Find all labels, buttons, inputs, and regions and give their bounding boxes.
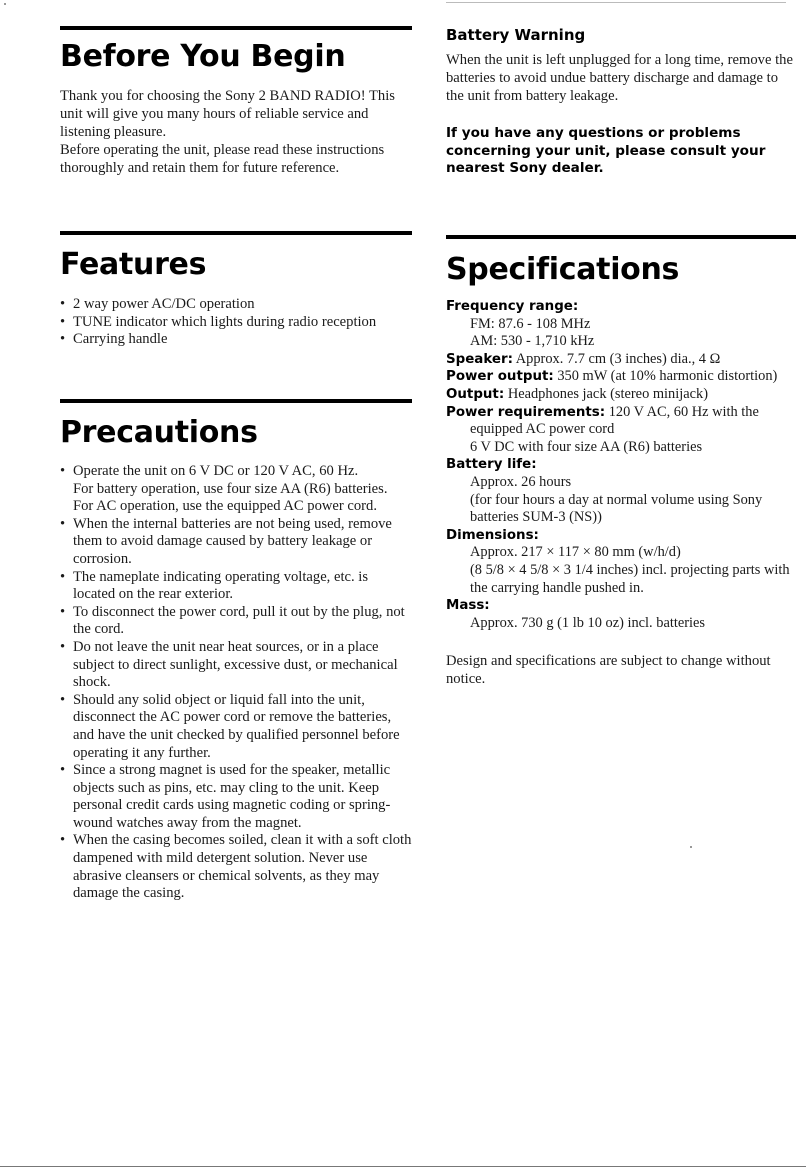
spec-value: Approx. 26 hours [470, 473, 572, 490]
spec-value: Headphones jack (stereo minijack) [507, 385, 709, 402]
precautions-list [60, 463, 412, 903]
spec-value: 6 V DC with four size AA (R6) batteries [470, 438, 703, 455]
section-title-specifications: Specifications [446, 252, 680, 287]
spec-label: Speaker: [446, 351, 513, 367]
spec-label: Frequency range: [446, 299, 579, 314]
list-item: • The nameplate indicating operating voltage, etc. is located on the rear exterior. [60, 568, 369, 603]
instructions-paragraph: Before operating the unit, please read these instructions thoroughly and retain them for future reference. [60, 142, 385, 176]
list-item: • When the casing becomes soiled, clean it with a soft cloth dampened with mild detergent solution. Never use abrasive cleansers or chemical solvents, as they may damage the casing. [60, 832, 412, 902]
bullet-icon: • [60, 832, 66, 849]
spec-label: Output: [446, 386, 505, 402]
battery-warning-title: Battery Warning [446, 26, 586, 44]
battery-warning-text: When the unit is left unplugged for a long time, remove the batteries to avoid undue battery discharge and damage to the unit from battery leakage. [446, 52, 793, 104]
list-item: • When the internal batteries are not being used, remove them to avoid damage caused by battery leakage or corrosion. [60, 515, 392, 567]
list-item: • TUNE indicator which lights during radio reception [60, 313, 377, 330]
bullet-icon: • [60, 568, 66, 585]
section-title-features: Features [60, 247, 207, 282]
scan-speck [4, 3, 6, 5]
list-item: • To disconnect the power cord, pull it out by the plug, not the cord. [60, 603, 405, 638]
section-rule [446, 235, 796, 239]
bullet-icon: • [60, 313, 66, 330]
bullet-icon: • [60, 331, 66, 348]
spec-dimensions [446, 527, 796, 545]
spec-value: (for four hours a day at normal volume using Sony batteries SUM-3 (NS)) [470, 491, 763, 526]
spec-label: Power output: [446, 369, 554, 385]
spec-mass [446, 597, 796, 615]
spec-value: 350 mW (at 10% harmonic distortion) [557, 368, 778, 385]
spec-battery-life [446, 456, 796, 474]
bullet-icon: • [60, 638, 66, 655]
bullet-icon: • [60, 603, 66, 620]
spec-frequency [446, 298, 796, 316]
section-rule [60, 26, 412, 30]
spec-output [446, 386, 796, 404]
spec-label: Battery life: [446, 457, 537, 473]
spec-power-output [446, 368, 796, 386]
spec-label: Dimensions: [446, 527, 539, 543]
list-item: • 2 way power AC/DC operation [60, 296, 255, 312]
top-edge-line [446, 2, 786, 3]
spec-value: Approx. 7.7 cm (3 inches) dia., 4 Ω [515, 350, 721, 367]
spec-power-requirements [446, 404, 796, 439]
bottom-edge-line [0, 1166, 806, 1167]
section-rule [60, 399, 412, 403]
features-list [60, 296, 412, 349]
section-title-before-you-begin: Before You Begin [60, 39, 346, 74]
bullet-icon: • [60, 691, 66, 708]
before-you-begin-section [60, 26, 412, 177]
battery-warning-section [446, 26, 796, 178]
features-section [60, 231, 412, 349]
spec-value: Approx. 217 × 117 × 80 mm (w/h/d) [470, 544, 681, 561]
list-item: • Since a strong magnet is used for the speaker, metallic objects such as pins, etc. may cling to the unit. Keep personal credit cards using magnetic coding or spring-wound watches away from the magnet. [60, 762, 391, 831]
design-change-note: Design and specifications are subject to change without notice. [446, 653, 771, 688]
list-item: • Operate the unit on 6 V DC or 120 V AC, 60 Hz. For battery operation, use four size AA (R6) batteries. For AC operation, use the equipped AC power cord. [60, 463, 388, 515]
bullet-icon: • [60, 515, 66, 532]
spec-value: 120 V AC, 60 Hz with the equipped AC power cord [470, 403, 759, 438]
scan-speck [690, 846, 692, 848]
spec-value: (8 5/8 × 4 5/8 × 3 1/4 inches) incl. projecting parts with the carrying handle pushed in. [470, 561, 790, 596]
questions-note: If you have any questions or problems concerning your unit, please consult your nearest Sony dealer. [446, 125, 766, 176]
specifications-section [446, 235, 796, 688]
intro-paragraph: Thank you for choosing the Sony 2 BAND RADIO! This unit will give you many hours of reliable service and listening pleasure. [60, 88, 395, 140]
precautions-section [60, 399, 412, 903]
spec-value: AM: 530 - 1,710 kHz [470, 333, 595, 350]
list-item: • Do not leave the unit near heat sources, or in a place subject to direct sunlight, excessive dust, or mechanical shock. [60, 638, 398, 691]
list-item: • Carrying handle [60, 331, 168, 348]
spec-speaker [446, 351, 796, 369]
bullet-icon: • [60, 762, 66, 779]
bullet-icon: • [60, 296, 66, 312]
spec-value: FM: 87.6 - 108 MHz [470, 315, 591, 332]
list-item: • Should any solid object or liquid fall into the unit, disconnect the AC power cord or remove the batteries, and have the unit checked by qualified personnel before operating it any further. [60, 691, 400, 761]
bullet-icon: • [60, 463, 66, 479]
spec-label: Mass: [446, 598, 490, 614]
spec-value: Approx. 730 g (1 lb 10 oz) incl. batteries [470, 614, 705, 631]
spec-list [446, 298, 796, 632]
spec-label: Power requirements: [446, 404, 606, 420]
section-rule [60, 231, 412, 235]
section-title-precautions: Precautions [60, 415, 258, 450]
